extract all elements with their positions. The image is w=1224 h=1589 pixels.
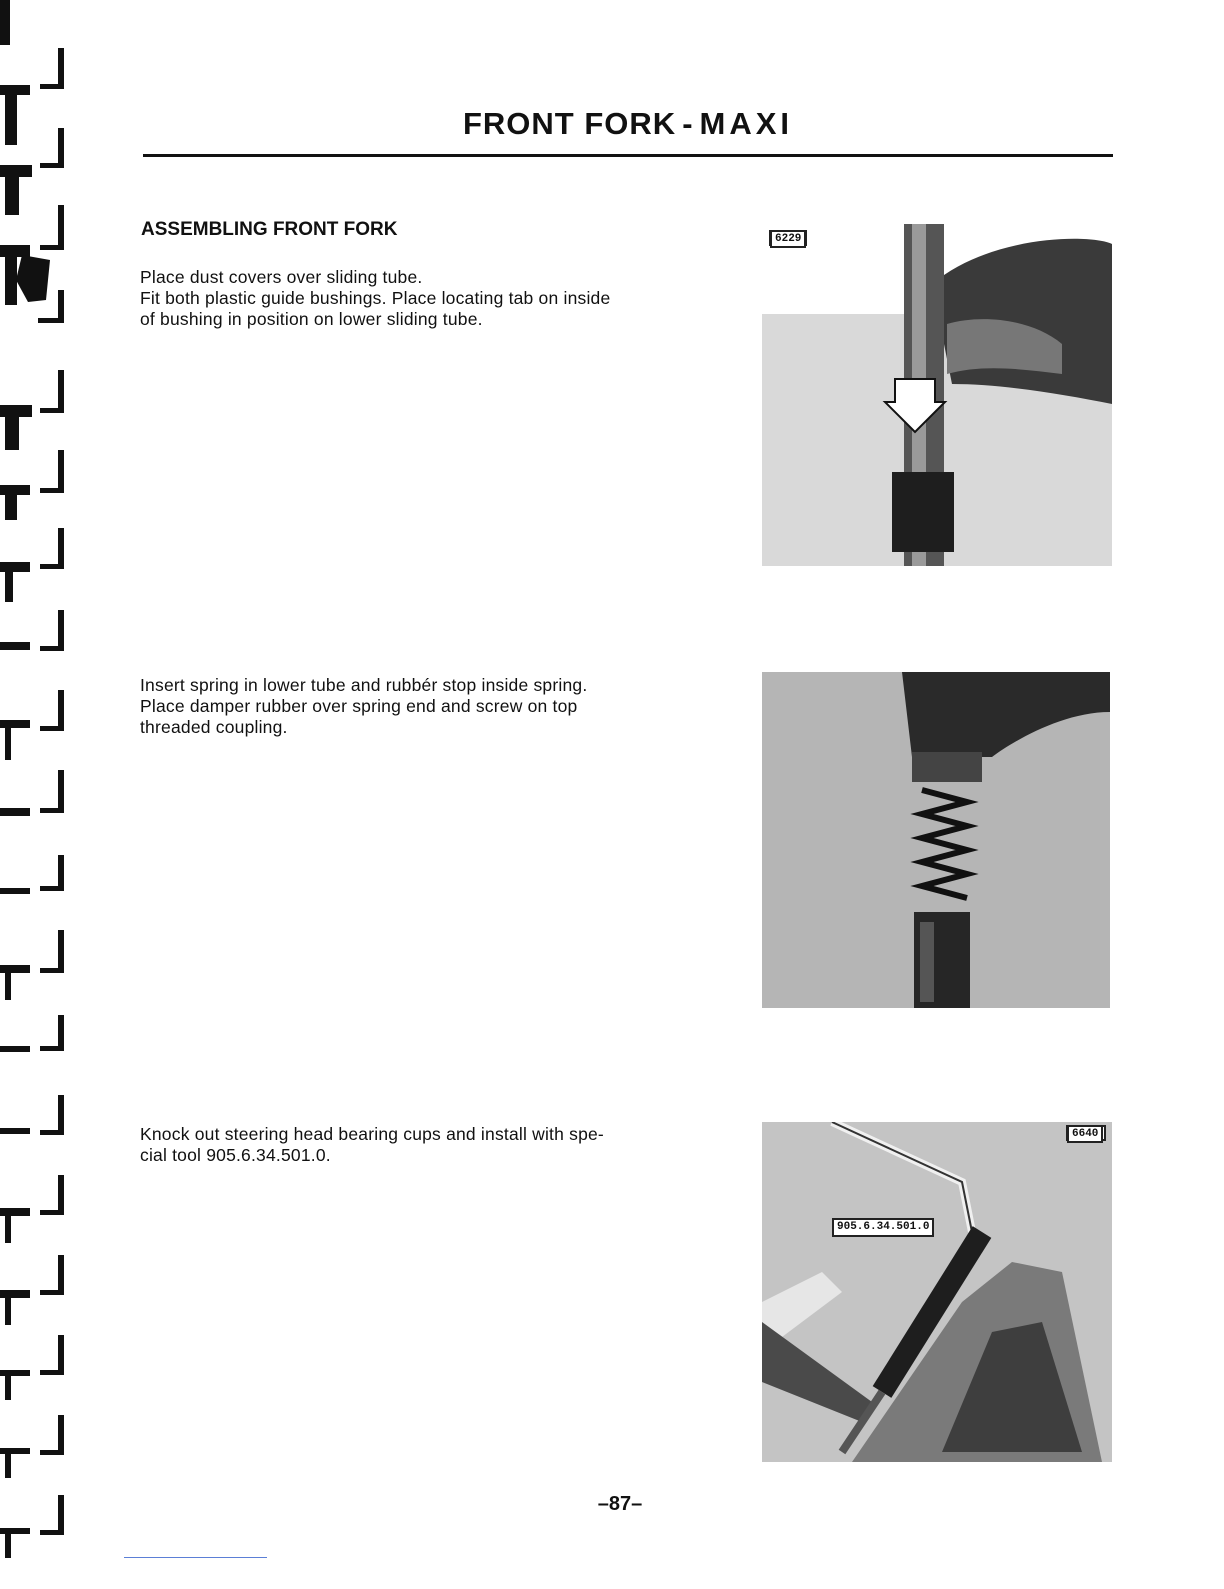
tool-number-label: 905.6.34.501.0 — [832, 1218, 934, 1237]
step-3-line-1: Knock out steering head bearing cups and install with spe- — [140, 1124, 604, 1144]
step-3-text — [140, 1124, 702, 1166]
steering-head-tool-photo-icon — [762, 1122, 1112, 1462]
step-2-line-2: Place damper rubber over spring end and screw on top — [140, 696, 578, 716]
title-main: FRONT FORK — [462, 106, 677, 141]
figure-label-6640: 6640 — [1067, 1125, 1103, 1143]
section-heading: ASSEMBLING FRONT FORK — [141, 219, 398, 240]
title-model: MAXI — [699, 106, 794, 141]
spring-damper-photo-icon — [762, 672, 1110, 1008]
page-number: –87– — [597, 1493, 643, 1515]
step-2-line-3: threaded coupling. — [140, 717, 288, 737]
page-title — [140, 104, 1116, 144]
step-1-line-3: of bushing in position on lower sliding tube. — [140, 309, 483, 329]
step-1-line-2: Fit both plastic guide bushings. Place locating tab on inside — [140, 288, 611, 308]
step-1-text — [140, 267, 702, 330]
binder-edge-marks — [0, 0, 80, 1584]
title-separator: - — [682, 106, 694, 141]
step-2-text — [140, 675, 702, 738]
footer-underline — [124, 1557, 267, 1558]
title-rule — [143, 154, 1113, 157]
step-3-line-2: cial tool 905.6.34.501.0. — [140, 1145, 331, 1165]
figure-label-6229: 6229 — [770, 230, 806, 248]
fork-tube-bushing-photo-icon — [762, 224, 1112, 566]
step-1-line-1: Place dust covers over sliding tube. — [140, 267, 423, 287]
step-2-line-1: Insert spring in lower tube and rubbér stop inside spring. — [140, 675, 588, 695]
